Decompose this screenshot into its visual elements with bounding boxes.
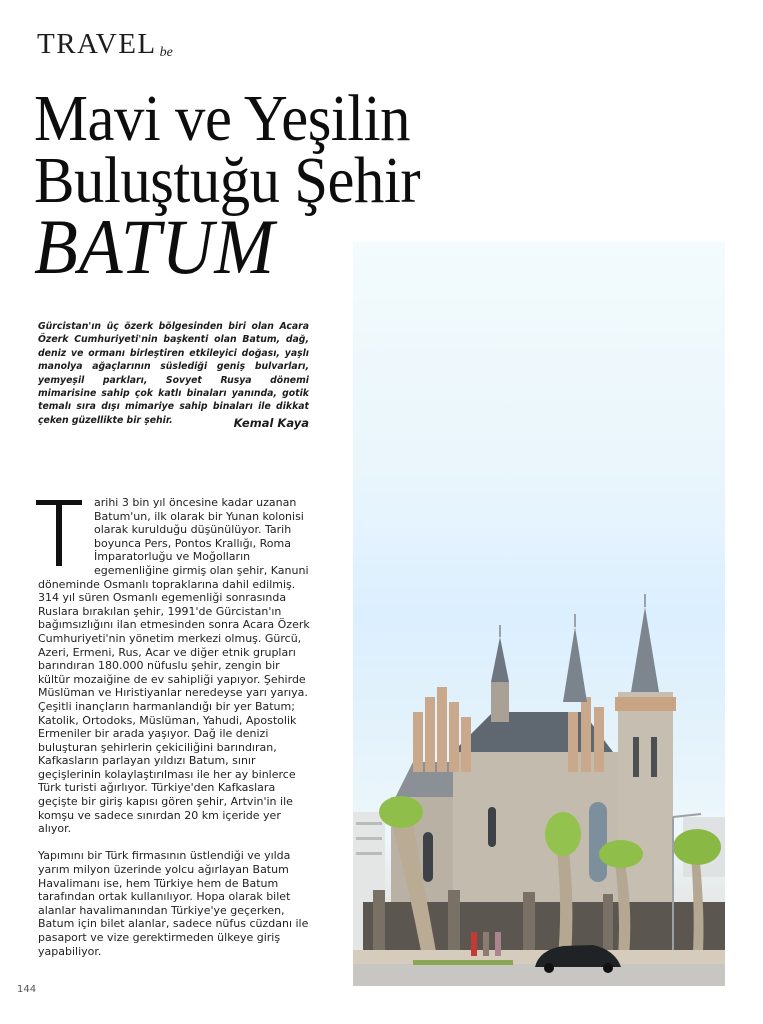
headline-line-1: Mavi ve Yeşilin	[34, 82, 411, 155]
masthead-subtitle: be	[159, 45, 173, 60]
cathedral-illustration	[353, 242, 725, 986]
article-lead: Gürcistan'ın üç özerk bölgesinden biri olan Acara Özerk Cumhuriyeti'nin başkenti olan Batum, dağ, deniz ve ormanı birleştiren etkileyici doğası, yaşlı manolya ağaçlarının süslediği geniş bulvarları, yemyeşil parkları, Sovyet Rusya dönemi mimarisine sahip çok katlı binaları yanında, gotik temalı sıra dışı mimariye sahip binaları ile dikkat çeken güzellikte bir şehir.	[38, 321, 309, 426]
author-byline: Kemal Kaya	[233, 416, 309, 430]
body-paragraph-1	[38, 496, 313, 836]
magazine-masthead	[37, 30, 173, 59]
page-number: 144	[17, 984, 37, 995]
headline-city: BATUM	[34, 203, 276, 290]
article-body	[38, 496, 313, 972]
body-paragraph-1-text: arihi 3 bin yıl öncesine kadar uzanan Batum'un, ilk olarak bir Yunan kolonisi olarak kurulduğu düşünülüyor. Tarih boyunca Pers, Pontos Krallığı, Roma İmparatorluğu ve Moğolların egemenliğine girmiş olan şehir, Kanuni döneminde Osmanlı topraklarına dahil edilmiş. 314 yıl süren Osmanlı egemenliği sonrasında Ruslara bırakılan şehir, 1991'de Gürcistan'ın bağımsızlığını ilan etmesinden sonra Acara Özerk Cumhuriyeti'nin yönetim merkezi olmuş. Gürcü, Azeri, Ermeni, Rus, Acar ve diğer etnik grupları barındıran 180.000 nüfuslu şehir, zengin bir kültür mozaiğine de ev sahipliği yapıyor. Şehirde Müslüman ve Hıristiyanlar neredeyse yarı yarıya. Çeşitli inançların harmanlandığı bir yer Batum; Katolik, Ortodoks, Müslüman, Yahudi, Apostolik Ermeniler bir arada yaşıyor. Dağ ile denizi buluşturan şehirlerin çekiciliğini barındıran, Kafkasların parlayan yıldızı Batum, sınır geçişlerinin kolaylaştırılması ile her ay binlerce Türk turisti ağırlıyor. Türkiye'den Kafkaslara geçişte bir giriş kapısı gören şehir, Artvin'in ile komşu ve sadece sınırdan 20 km içeride yer alıyor.	[38, 496, 310, 836]
masthead-title: TRAVEL	[37, 28, 157, 60]
headline-line-2: Buluştuğu Şehir	[34, 144, 421, 217]
dropcap-letter	[36, 500, 84, 568]
cathedral-photo	[353, 242, 725, 986]
body-paragraph-2: Yapımını bir Türk firmasının üstlendiği ve yılda yarım milyon üzerinde yolcu ağırlayan Batum Havalimanı ise, hem Türkiye hem de Batum tarafından ortak kullanılıyor. Hopa olarak bilet alanlar havalimanından Türkiye'ye geçerken, Batum için bilet alanlar, sadece nüfus cüzdanı ile pasaport ve vize gerektirmeden ülkeye giriş yapabiliyor.	[38, 849, 309, 958]
